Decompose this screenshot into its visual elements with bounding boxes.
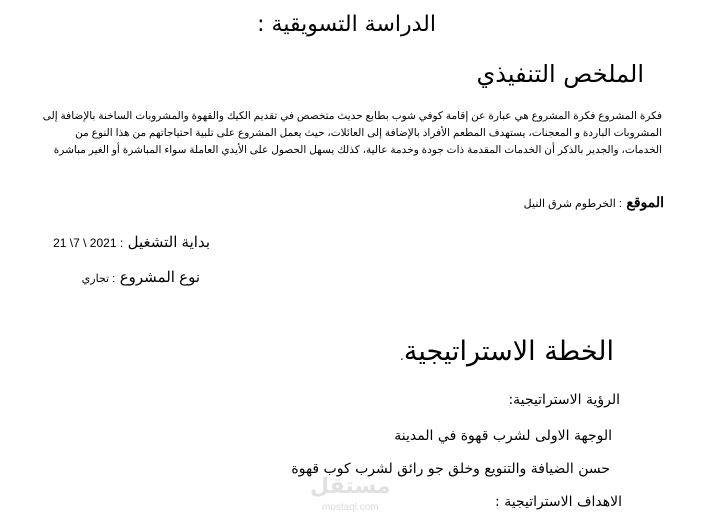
start-date-label: بداية التشغيل xyxy=(127,234,210,251)
strategic-plan-dot: . xyxy=(400,349,404,363)
strategic-goals-label: الاهداف الاستراتيجية : xyxy=(495,494,622,510)
location-label: الموقع xyxy=(626,194,664,210)
watermark-main-text: مستقل xyxy=(310,474,391,499)
strategic-plan-title: الخطة الاستراتيجية xyxy=(403,336,614,367)
project-type-line xyxy=(82,268,200,287)
marketing-study-heading: الدراسة التسويقية : xyxy=(257,12,436,37)
start-date-value: : 2021 \ 7\ 21 xyxy=(53,236,124,250)
executive-summary-heading: الملخص التنفيذي xyxy=(476,60,644,88)
project-type-label: نوع المشروع xyxy=(119,269,200,286)
executive-summary-paragraph: فكرة المشروع فكرة المشروع هي عبارة عن إقامة كوفي شوب بطابع حديث متخصص في تقديم الكيك والقهوة والمشروبات الساخنة بالإضافة إلى المشروبات الباردة و المعجنات، يستهدف المطعم الأفراد بالإضافة إلى العائلات، حيث يعمل المشروع على تلبية احتياجاتهم من هذا النوع من الخدمات، والجدير بالذكر أن الخدمات المقدمة ذات جودة وخدمة عالية، كذلك يسهل الحصول على الأيدي العاملة سواء المباشرة أو الغير مباشرة xyxy=(42,110,662,156)
strategic-vision-label: الرؤية الاستراتيجية: xyxy=(508,392,620,408)
mostaql-watermark-logo xyxy=(300,472,396,520)
watermark-sub-text: mostaql.com xyxy=(322,502,379,513)
vision-line-1: الوجهة الاولى لشرب قهوة في المدينة xyxy=(394,428,612,444)
strategic-plan-heading xyxy=(400,336,614,367)
location-value: : الخرطوم شرق النيل xyxy=(523,198,622,210)
project-type-value: : تجاري xyxy=(81,273,116,285)
vision-line-2: حسن الضيافة والتنويع وخلق جو رائق لشرب كوب قهوة xyxy=(291,461,610,477)
location-line xyxy=(524,194,664,212)
start-date-line xyxy=(53,233,210,252)
